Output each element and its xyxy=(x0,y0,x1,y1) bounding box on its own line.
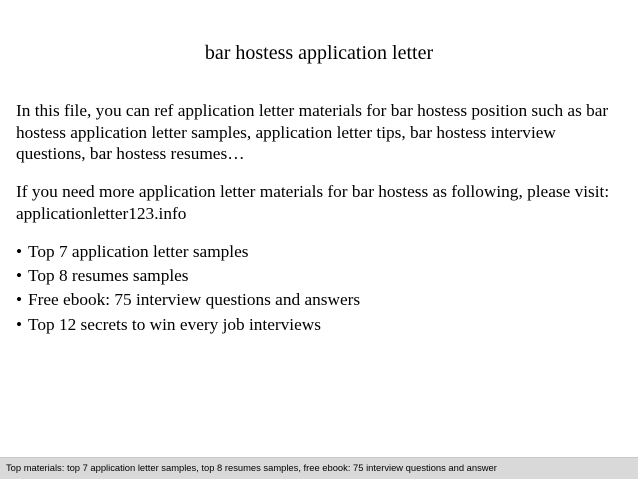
bullet-item xyxy=(16,240,624,264)
visit-paragraph: If you need more application letter materials for bar hostess as following, please visit: applicationletter123.info xyxy=(16,182,610,223)
slide-title: bar hostess application letter xyxy=(204,42,434,64)
bullet-text: Top 8 resumes samples xyxy=(28,266,189,286)
bullet-icon: • xyxy=(16,314,23,334)
bullet-item xyxy=(16,288,624,312)
bullet-icon: • xyxy=(16,266,23,286)
bullet-text: Top 12 secrets to win every job interviews xyxy=(28,314,321,334)
intro-paragraph: In this file, you can ref application letter materials for bar hostess position such as bar hostess application letter samples, application letter tips, bar hostess interview questions, bar hostess resumes… xyxy=(16,101,609,163)
bullet-item xyxy=(16,313,624,337)
bullet-text: Top 7 application letter samples xyxy=(28,242,249,261)
bullet-text: Free ebook: 75 interview questions and answers xyxy=(28,290,361,310)
bullet-list xyxy=(16,240,624,337)
footer-bar xyxy=(0,457,638,479)
bullet-icon: • xyxy=(16,242,23,261)
bullet-icon: • xyxy=(16,290,23,310)
footer-text: Top materials: top 7 application letter samples, top 8 resumes samples, free ebook: 75 interview questions and answer xyxy=(6,462,497,473)
bullet-item xyxy=(16,264,624,288)
